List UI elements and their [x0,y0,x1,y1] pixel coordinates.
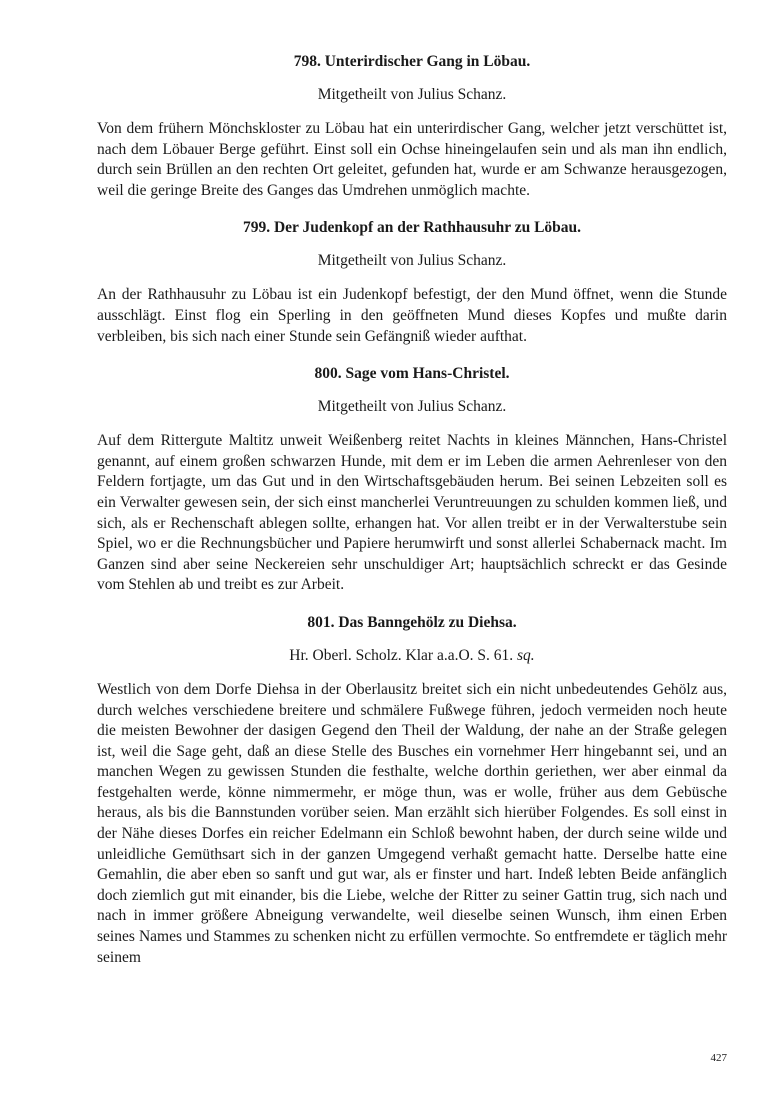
section-title: 799. Der Judenkopf an der Rathhausuhr zu Löbau. [242,219,582,237]
source-italic: sq. [517,646,535,664]
section-source [97,646,727,666]
section-title: 800. Sage vom Hans-Christel. [314,365,510,383]
source-text: Hr. Oberl. Scholz. Klar a.a.O. S. 61. [289,646,514,664]
section-source: Mitgetheilt von Julius Schanz. [317,86,507,103]
section-799 [97,218,727,347]
section-800 [97,364,727,596]
section-body: Auf dem Rittergute Maltitz unweit Weißenberg reitet Nachts in kleines Männchen, Hans-Christel genannt, auf einem großen schwarzen Hunde, mit dem er im Leben die armen Aehrenleser von den Feldern fortjagte, um das Gut und in den Wirtschaftsgebäuden herum. Bei seinen Lebzeiten soll es ein Verwalter gewesen sein, der sich einst mancherlei Veruntreuungen zu schulden kommen ließ, und sich, als er Rechenschaft ablegen sollte, erhangen hat. Vor allen treibt er in der Verwalterstube sein Spiel, wo er die Rechnungsbücher und Papiere herumwirft und sonst allerlei Schabernack macht. Im Ganzen sind aber seine Neckereien sehr unschuldiger Art; hauptsächlich schreckt er das Gesinde vom Stehlen ab und treibt es zur Arbeit. [97,432,727,594]
page-number: 427 [710,1052,727,1064]
page-content [97,52,727,985]
section-title: 801. Das Banngehölz zu Diehsa. [307,613,517,631]
section-source: Mitgetheilt von Julius Schanz. [317,252,507,270]
section-801 [97,613,727,968]
section-body: Westlich von dem Dorfe Diehsa in der Oberlausitz breitet sich ein nicht unbedeutendes Gehölz aus, durch welches verschiedene breitere und schmälere Fußwege führen, jedoch vermeiden noch heute die meisten Bewohner der dasigen Gegend den Theil der Waldung, der nahe an der Straße gelegen ist, weil die Sage geht, daß an diese Stelle des Busches ein vornehmer Herr hingebannt sei, und an manchen Wegen zu gewissen Stunden die festhalte, welche dorthin geriethen, wer aber einmal da festgehalten werde, könne nimmermehr, er möge thun, was er wolle, früher aus dem Gebüsche heraus, als bis die Bannstunden vorüber seien. Man erzählt sich hierüber Folgendes. Es soll einst in der Nähe dieses Dorfes ein reicher Edelmann ein Schloß bewohnt haben, der durch seine wilde und unleidliche Gemüthsart sich in der ganzen Umgegend verhaßt gemacht hatte. Derselbe hatte eine Gemahlin, die aber eben so sanft und gut war, als er finster und hart. Indeß lebten Beide anfänglich doch ziemlich gut mit einander, bis die Liebe, welche der Ritter zu seiner Gattin trug, sich nach und nach in immer größere Abneigung verwandelte, weil dieselbe seinen Wunsch, ihm einen Erben seines Names und Stammes zu schenken nicht zu erfüllen vermochte. So entfremdete er täglich mehr seinem [97,680,727,966]
section-title: 798. Unterirdischer Gang in Löbau. [293,53,531,70]
section-798 [97,52,727,201]
section-source: Mitgetheilt von Julius Schanz. [317,398,507,416]
section-body: An der Rathhausuhr zu Löbau ist ein Judenkopf befestigt, der den Mund öffnet, wenn die Stunde ausschlägt. Einst flog ein Sperling in den geöffneten Mund dieses Kopfes und mußte darin verbleiben, bis sich nach einer Stunde sein Gefängniß wieder aufthat. [97,286,727,345]
section-body: Von dem frühern Mönchskloster zu Löbau hat ein unterirdischer Gang, welcher jetzt verschüttet ist, nach dem Löbauer Berge geführt. Einst soll ein Ochse hineingelaufen sein und als man ihn endlich, durch sein Brüllen an den rechten Ort geleitet, gefunden hat, wurde er am Schwanze herausgezogen, weil die geringe Breite des Ganges das Umdrehen unmöglich machte. [97,120,727,199]
